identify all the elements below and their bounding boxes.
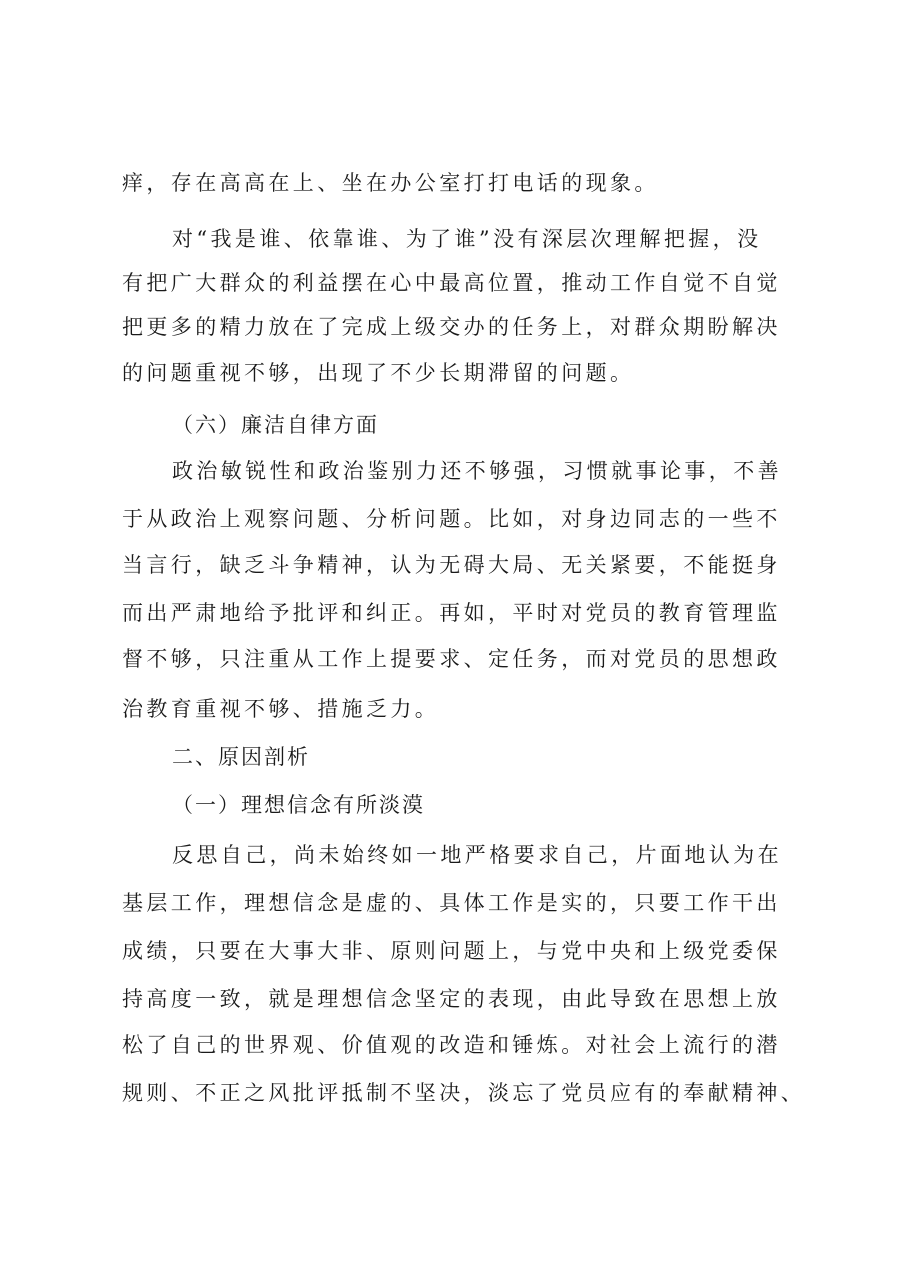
- subsection-heading: （一）理想信念有所淡漠: [172, 793, 425, 817]
- text-line: 痒，存在高高在上、坐在办公室打打电话的现象。: [122, 171, 659, 195]
- section-heading: 二、原因剖析: [172, 745, 310, 769]
- section-heading: （六）廉洁自律方面: [172, 413, 379, 437]
- text-line: 于从政治上观察问题、分析问题。比如，对身边同志的一些不: [122, 507, 781, 531]
- text-line: 成绩，只要在大事大非、原则问题上，与党中央和上级党委保: [122, 939, 781, 963]
- text-line: 持高度一致，就是理想信念坚定的表现，由此导致在思想上放: [122, 987, 781, 1011]
- text-line: 规则、不正之风批评抵制不坚决，淡忘了党员应有的奉献精神、: [122, 1081, 806, 1105]
- text-line: 基层工作，理想信念是虚的、具体工作是实的，只要工作干出: [122, 891, 781, 915]
- text-line: 当言行，缺乏斗争精神，认为无碍大局、无关紧要，不能挺身: [122, 553, 781, 577]
- text-line: 督不够，只注重从工作上提要求、定任务，而对党员的思想政: [122, 647, 781, 671]
- text-line: 而出严肃地给予批评和纠正。再如，平时对党员的教育管理监: [122, 601, 781, 625]
- text-line: 有把广大群众的利益摆在心中最高位置，推动工作自觉不自觉: [122, 271, 781, 295]
- paragraph-line: 政治敏锐性和政治鉴别力还不够强，习惯就事论事，不善: [172, 459, 782, 483]
- text-line: 松了自己的世界观、价值观的改造和锤炼。对社会上流行的潜: [122, 1033, 781, 1057]
- text-line: 的问题重视不够，出现了不少长期滞留的问题。: [122, 361, 635, 385]
- paragraph-line: 反思自己，尚未始终如一地严格要求自己，片面地认为在: [172, 843, 782, 867]
- text-line: 治教育重视不够、措施乏力。: [122, 697, 440, 721]
- text-line: 把更多的精力放在了完成上级交办的任务上，对群众期盼解决: [122, 315, 781, 339]
- paragraph-line: 对“我是谁、依靠谁、为了谁”没有深层次理解把握，没: [172, 227, 762, 251]
